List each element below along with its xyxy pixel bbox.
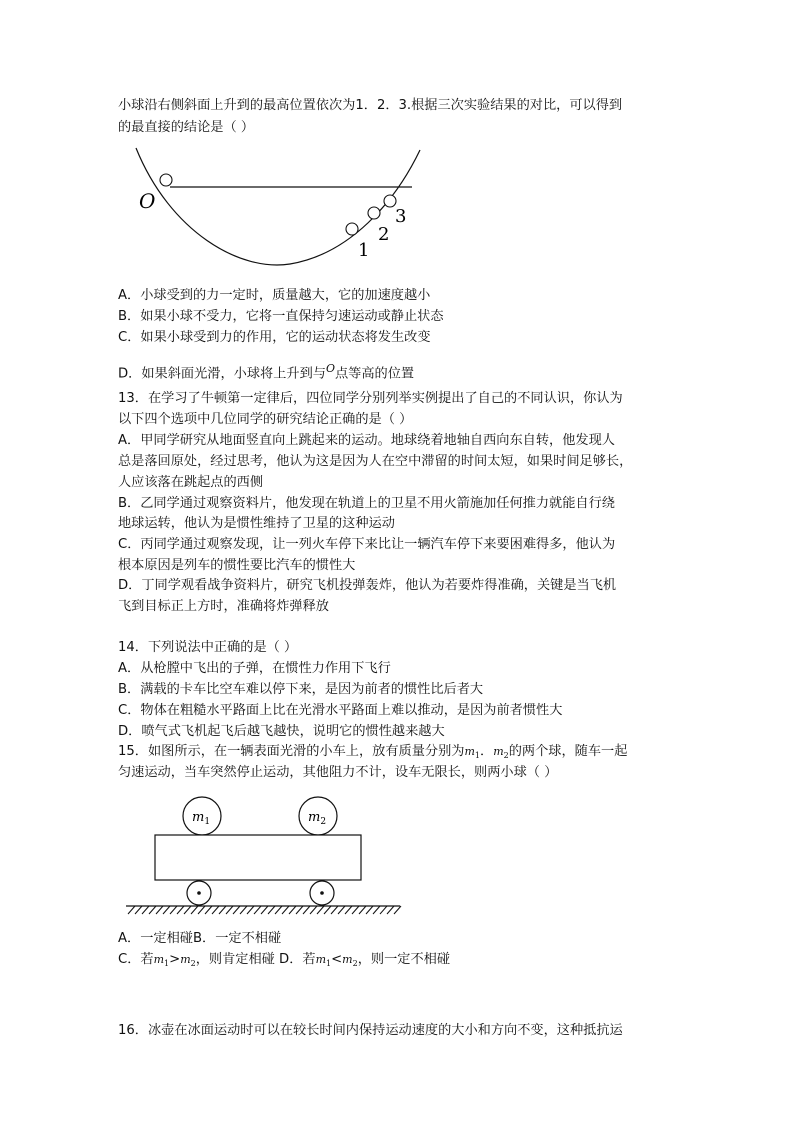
track-curve xyxy=(136,148,420,265)
q15-c-m1: $m_1$ xyxy=(153,953,170,969)
ball-m1-label: $m_1$ xyxy=(192,810,211,827)
hatch-stroke xyxy=(282,906,289,914)
hatch-stroke xyxy=(373,906,380,914)
q12-option-d-var: O xyxy=(325,362,335,375)
ball-position-2 xyxy=(368,207,380,219)
hatch-stroke xyxy=(135,906,142,914)
hatch-stroke xyxy=(191,906,198,914)
ball-position-1 xyxy=(346,223,358,235)
q12-intro-line2: 的最直接的结论是（ ） xyxy=(118,120,255,135)
hatch-stroke xyxy=(338,906,345,914)
hatch-stroke xyxy=(387,906,394,914)
q15-options-ab: A．一定相碰B．一定不相碰 xyxy=(118,931,282,946)
cart-figure xyxy=(122,796,404,920)
q14-option-c: C．物体在粗糙水平路面上比在光滑水平路面上难以推动，是因为前者惯性大 xyxy=(118,703,563,718)
q13-b-line2: 地球运转，他认为是惯性维持了卫星的这种运动 xyxy=(118,516,395,531)
hatch-stroke xyxy=(198,906,205,914)
point-o-label: O xyxy=(139,189,156,213)
q12-option-c: C．如果小球受到力的作用，它的运动状态将发生改变 xyxy=(118,330,431,345)
hatch-stroke xyxy=(247,906,254,914)
hatch-stroke xyxy=(310,906,317,914)
hatch-stroke xyxy=(366,906,373,914)
hatch-stroke xyxy=(240,906,247,914)
q15-stem-line1-a: 15．如图所示，在一辆表面光滑的小车上，放有质量分别为 xyxy=(118,744,465,759)
hatch-stroke xyxy=(219,906,226,914)
hatch-stroke xyxy=(268,906,275,914)
hatch-stroke xyxy=(261,906,268,914)
q15-d-m1: $m_1$ xyxy=(315,953,332,969)
hatch-stroke xyxy=(233,906,240,914)
ball-m2-label: $m_2$ xyxy=(308,810,327,827)
label-2: 2 xyxy=(378,224,390,245)
q13-stem-line2: 以下四个选项中几位同学的研究结论正确的是（ ） xyxy=(118,412,413,427)
hatch-stroke xyxy=(359,906,366,914)
cart-body xyxy=(155,835,361,880)
q15-d-m2: $m_2$ xyxy=(342,953,358,969)
hatch-stroke xyxy=(331,906,338,914)
hatch-stroke xyxy=(352,906,359,914)
q13-c-line2: 根本原因是列车的惯性要比汽车的惯性大 xyxy=(118,558,356,573)
q15-c-m2: $m_2$ xyxy=(180,953,196,969)
wheel-left-axle xyxy=(197,891,201,895)
curved-track-figure xyxy=(130,142,430,272)
q15-m1: $m_1$ xyxy=(464,745,480,761)
q12-option-d-suffix: 点等高的位置 xyxy=(335,366,415,382)
ground-hatching xyxy=(128,906,401,914)
hatch-stroke xyxy=(184,906,191,914)
wheel-right-axle xyxy=(320,891,324,895)
q15-stem-line2: 匀速运动，当车突然停止运动，其他阻力不计，设车无限长，则两小球（ ） xyxy=(118,765,558,780)
hatch-stroke xyxy=(212,906,219,914)
hatch-stroke xyxy=(345,906,352,914)
hatch-stroke xyxy=(380,906,387,914)
hatch-stroke xyxy=(205,906,212,914)
q13-c-line1: C．丙同学通过观察发现，让一列火车停下来比让一辆汽车停下来要困难得多，他认为 xyxy=(118,537,616,552)
q15-m2: $m_2$ xyxy=(493,745,509,761)
q13-d-line2: 飞到目标正上方时，准确将炸弹释放 xyxy=(118,599,329,614)
q15-stem-line1-b: 的两个球，随车一起 xyxy=(508,744,628,759)
hatch-stroke xyxy=(394,906,401,914)
hatch-stroke xyxy=(226,906,233,914)
q14-option-d: D．喷气式飞机起飞后越飞越快，说明它的惯性越来越大 xyxy=(118,724,445,739)
ball-start xyxy=(160,174,172,186)
hatch-stroke xyxy=(142,906,149,914)
q12-option-a: A．小球受到的力一定时，质量越大，它的加速度越小 xyxy=(118,288,431,303)
hatch-stroke xyxy=(275,906,282,914)
q14-stem: 14．下列说法中正确的是（ ） xyxy=(118,640,298,655)
q12-intro-line1: 小球沿右侧斜面上升到的最高位置依次为1．2．3.根据三次实验结果的对比，可以得到 xyxy=(118,98,623,113)
q13-a-line1: A．甲同学研究从地面竖直向上跳起来的运动。地球绕着地轴自西向东自转，他发现人 xyxy=(118,433,615,448)
hatch-stroke xyxy=(156,906,163,914)
hatch-stroke xyxy=(149,906,156,914)
hatch-stroke xyxy=(324,906,331,914)
hatch-stroke xyxy=(254,906,261,914)
q14-option-b: B．满载的卡车比空车难以停下来，是因为前者的惯性比后者大 xyxy=(118,682,484,697)
q12-option-b: B．如果小球不受力，它将一直保持匀速运动或静止状态 xyxy=(118,309,444,324)
q13-b-line1: B．乙同学通过观察资料片，他发现在轨道上的卫星不用火箭施加任何推力就能自行绕 xyxy=(118,496,615,511)
hatch-stroke xyxy=(317,906,324,914)
q13-a-line2: 总是落回原处，经过思考，他认为这是因为人在空中滞留的时间太短，如果时间足够长， xyxy=(118,454,633,469)
q14-option-a: A．从枪膛中飞出的子弹，在惯性力作用下飞行 xyxy=(118,661,391,676)
q15-sep: ． xyxy=(480,744,494,759)
hatch-stroke xyxy=(289,906,296,914)
q12-option-d-prefix: D．如果斜面光滑，小球将上升到与 xyxy=(118,366,326,382)
q15-options-cd: C．若$m_1>m_2$，则肯定相碰 D．若$m_1<m_2$，则一定不相碰 xyxy=(118,952,451,969)
q13-d-line1: D．丁同学观看战争资料片，研究飞机投弹轰炸，他认为若要炸得准确，关键是当飞机 xyxy=(118,578,617,593)
q16-stem-line1: 16．冰壶在冰面运动时可以在较长时间内保持运动速度的大小和方向不变，这种抵抗运 xyxy=(118,1023,623,1038)
label-1: 1 xyxy=(358,240,370,261)
hatch-stroke xyxy=(296,906,303,914)
q12-option-d xyxy=(118,359,414,384)
hatch-stroke xyxy=(163,906,170,914)
q13-a-line3: 人应该落在跳起点的西侧 xyxy=(118,475,264,490)
hatch-stroke xyxy=(128,906,135,914)
hatch-stroke xyxy=(303,906,310,914)
hatch-stroke xyxy=(170,906,177,914)
hatch-stroke xyxy=(177,906,184,914)
label-3: 3 xyxy=(395,206,407,227)
q13-stem-line1: 13．在学习了牛顿第一定律后，四位同学分别列举实例提出了自己的不同认识，你认为 xyxy=(118,391,623,406)
